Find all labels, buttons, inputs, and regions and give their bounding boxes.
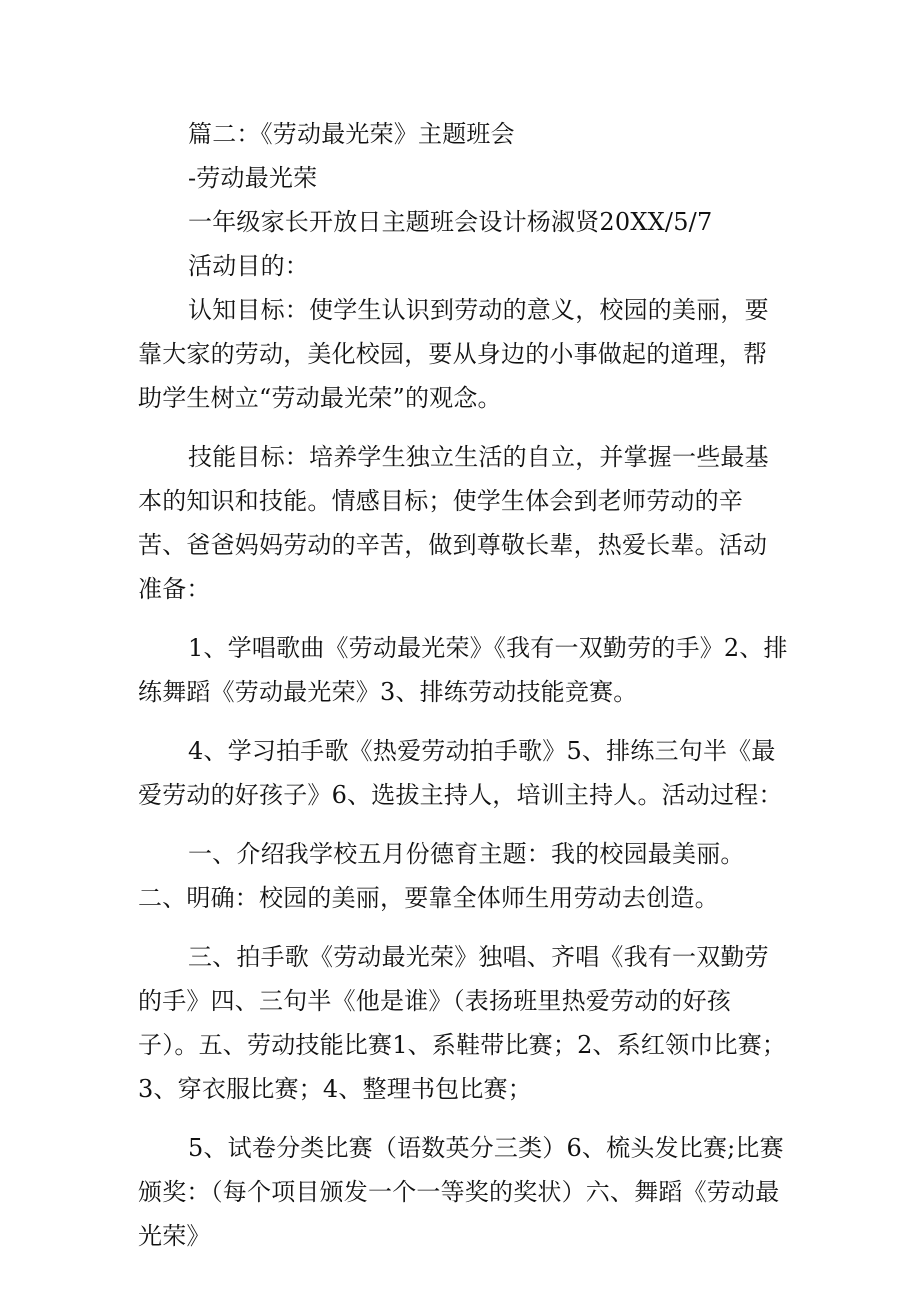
paragraph-preparation-1: 1、学唱歌曲《劳动最光荣》《我有一双勤劳的手》2、排练舞蹈《劳动最光荣》3、排练劳动技能竞赛。 xyxy=(138,634,788,706)
paragraph-process-2: 三、拍手歌《劳动最光荣》独唱、齐唱《我有一双勤劳的手》四、三句半《他是谁》（表扬班里热爱劳动的好孩子）。五、劳动技能比赛1、系鞋带比赛；2、系红领巾比赛；3、穿衣服比赛；4、整理书包比赛； xyxy=(138,943,787,1103)
paragraph-skill-goal: 技能目标：培养学生独立生活的自立，并掌握一些最基本的知识和技能。情感目标；使学生体会到老师劳动的辛苦、爸爸妈妈劳动的辛苦，做到尊敬长辈，热爱长辈。活动准备： xyxy=(138,443,769,603)
section-title: 篇二：《劳动最光荣》主题班会 xyxy=(188,120,515,148)
paragraph-preparation-2: 4、学习拍手歌《热爱劳动拍手歌》5、排练三句半《最爱劳动的好孩子》6、选拔主持人，培训主持人。活动过程： xyxy=(138,737,783,809)
paragraph-process-3: 5、试卷分类比赛（语数英分三类）6、梳头发比赛;比赛颁奖：（每个项目颁发一个一等奖的奖状）六、舞蹈《劳动最光荣》 xyxy=(138,1134,784,1250)
objectives-heading: 活动目的： xyxy=(188,252,309,280)
document-body xyxy=(138,112,788,1273)
paragraph-cognitive-goal: 认知目标：使学生认识到劳动的意义，校园的美丽，要靠大家的劳动，美化校园，要从身边的小事做起的道理，帮助学生树立“劳动最光荣”的观念。 xyxy=(138,296,769,412)
subtitle: -劳动最光荣 xyxy=(188,164,318,192)
design-info: 一年级家长开放日主题班会设计杨淑贤20XX/5/7 xyxy=(188,208,713,236)
paragraph-process-1: 一、介绍我学校五月份德育主题：我的校园最美丽。二、明确：校园的美丽，要靠全体师生用劳动去创造。 xyxy=(138,840,745,912)
